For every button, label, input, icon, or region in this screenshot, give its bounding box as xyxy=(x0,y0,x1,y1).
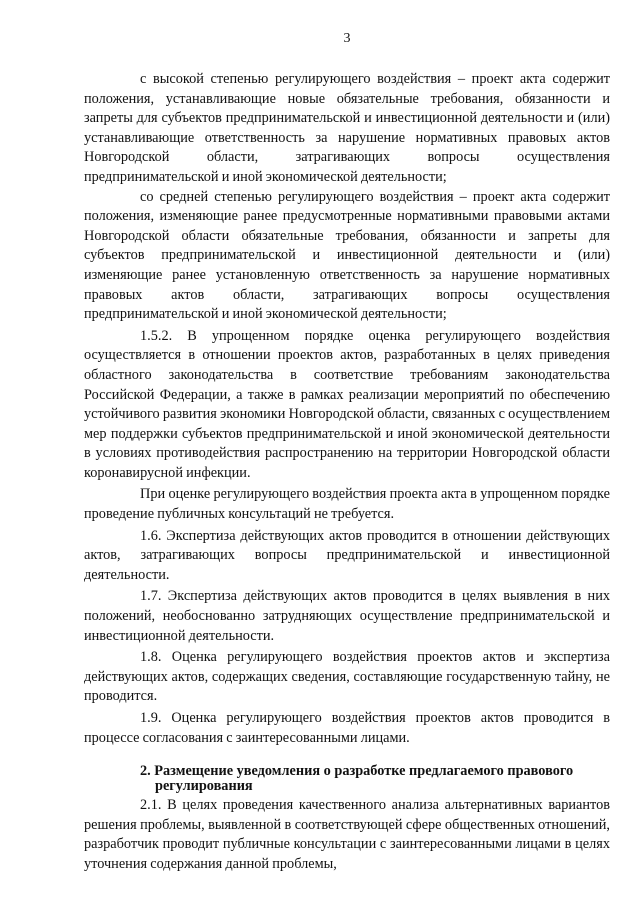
paragraph-1-9: 1.9. Оценка регулирующего воздействия проектов актов проводится в процессе согласования с заинтересованными лицами. xyxy=(84,710,610,746)
paragraph-1-5-2: 1.5.2. В упрощенном порядке оценка регулирующего воздействия осуществляется в отношении проектов актов, разработанных в целях приведения областного законодательства в соответствие требованиям законодательства Российской Федерации, а также в рамках реализации мероприятий по обеспечению устойчивого развития экономики Новгородской области, связанных с осуществлением мер поддержки субъектов предпринимательской и иной экономической деятельности в условиях противодействия распространению на территории Новгородской области коронавирусной инфекции. xyxy=(84,327,610,481)
paragraph-2-1: 2.1. В целях проведения качественного анализа альтернативных вариантов решения проблемы, выявленной в соответствующей сфере общественных отношений, разработчик проводит публичные консультации с заинтересованными лицами в целях уточнения содержания данной проблемы, xyxy=(84,797,610,872)
section-heading-2 xyxy=(84,764,610,794)
paragraph-high-impact: с высокой степенью регулирующего воздействия – проект акта содержит положения, устанавливающие новые обязательные требования, обязанности и запреты для субъектов предпринимательской и инвестиционной деятельности и (или) устанавливающие ответственность за нарушение нормативных правовых актов Новгородской области, затрагивающих вопросы осуществления предпринимательской и иной экономической деятельности; xyxy=(84,71,610,185)
page-number: 3 xyxy=(343,31,351,46)
paragraph-medium-impact: со средней степенью регулирующего воздействия – проект акта содержит положения, изменяющие ранее предусмотренные нормативными правовыми актами Новгородской области обязательные требования, обязанности и запреты для субъектов предпринимательской и инвестиционной деятельности и (или) изменяющие ранее установленную ответственность за нарушение нормативных правовых актов области, затрагивающих вопросы осуществления предпринимательской и иной экономической деятельности; xyxy=(84,188,610,323)
section-heading-line-1: 2. Размещение уведомления о разработке предлагаемого правового xyxy=(140,763,574,780)
paragraph-1-7: 1.7. Экспертиза действующих актов проводится в целях выявления в них положений, необоснованно затрудняющих осуществление предпринимательской и инвестиционной деятельности. xyxy=(84,588,610,644)
section-heading-line-2: регулирования xyxy=(155,778,253,795)
paragraph-1-6: 1.6. Экспертиза действующих актов проводится в отношении действующих актов, затрагивающих вопросы предпринимательской и инвестиционной деятельности. xyxy=(84,527,610,583)
paragraph-1-8: 1.8. Оценка регулирующего воздействия проектов актов и экспертиза действующих актов, содержащих сведения, составляющие государственную тайну, не проводится. xyxy=(84,649,610,705)
paragraph-simplified-consultations: При оценке регулирующего воздействия проекта акта в упрощенном порядке проведение публичных консультаций не требуется. xyxy=(84,486,610,523)
document-page xyxy=(84,30,610,875)
